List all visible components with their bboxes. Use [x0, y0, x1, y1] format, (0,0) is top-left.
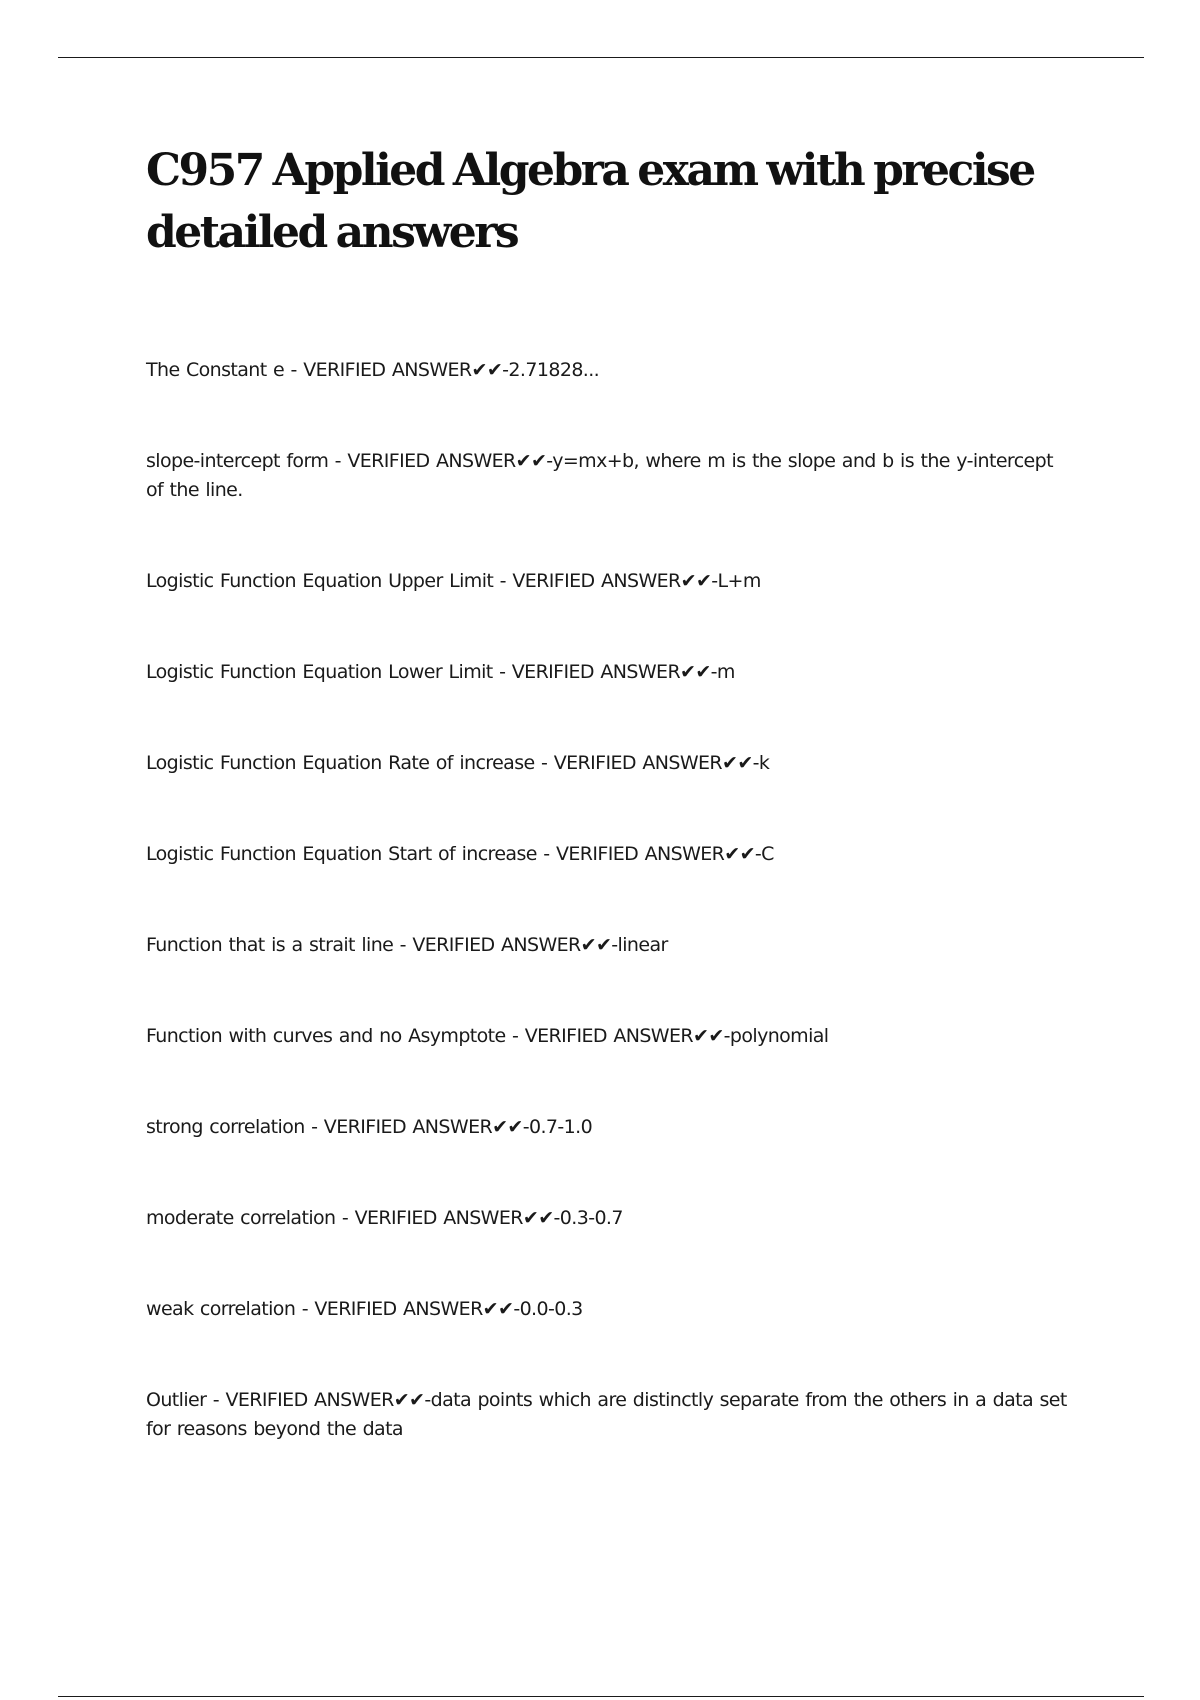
- qa-entry-slope-intercept: slope-intercept form - VERIFIED ANSWER✔✔-y=mx+b, where m is the slope and b is the y-intercept of the line.: [146, 450, 1053, 501]
- qa-entry-weak-correlation: weak correlation - VERIFIED ANSWER✔✔-0.0-0.3: [146, 1298, 583, 1320]
- qa-entry-polynomial: Function with curves and no Asymptote - VERIFIED ANSWER✔✔-polynomial: [146, 1025, 829, 1047]
- qa-entry-linear: Function that is a strait line - VERIFIED ANSWER✔✔-linear: [146, 934, 668, 956]
- qa-entry-logistic-rate: Logistic Function Equation Rate of increase - VERIFIED ANSWER✔✔-k: [146, 752, 770, 774]
- qa-entry-logistic-lower: Logistic Function Equation Lower Limit - VERIFIED ANSWER✔✔-m: [146, 661, 735, 683]
- qa-list: [146, 356, 1076, 1506]
- qa-entry-constant-e: The Constant e - VERIFIED ANSWER✔✔-2.71828...: [146, 359, 600, 381]
- qa-entry-outlier: Outlier - VERIFIED ANSWER✔✔-data points which are distinctly separate from the others in a data set for reasons beyond the data: [146, 1389, 1067, 1440]
- footer-rule: [58, 1696, 1144, 1697]
- qa-entry-logistic-start: Logistic Function Equation Start of increase - VERIFIED ANSWER✔✔-C: [146, 843, 774, 865]
- qa-entry-moderate-correlation: moderate correlation - VERIFIED ANSWER✔✔-0.3-0.7: [146, 1207, 623, 1229]
- document-title: C957 Applied Algebra exam with precise detailed answers: [146, 145, 1034, 258]
- header-rule: [58, 57, 1144, 58]
- qa-entry-strong-correlation: strong correlation - VERIFIED ANSWER✔✔-0.7-1.0: [146, 1116, 593, 1138]
- qa-entry-logistic-upper: Logistic Function Equation Upper Limit - VERIFIED ANSWER✔✔-L+m: [146, 570, 761, 592]
